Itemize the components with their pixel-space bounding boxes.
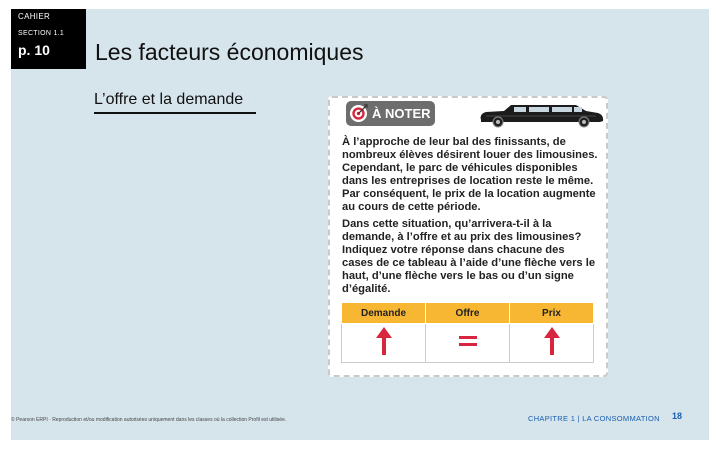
cahier-label: CAHIER (11, 9, 86, 25)
up-arrow-icon (376, 327, 392, 355)
chapter-label: CHAPITRE 1 | LA CONSOMMATION (528, 414, 660, 423)
subtitle: L’offre et la demande (94, 91, 244, 108)
page-number: 18 (672, 411, 683, 421)
a-noter-badge (346, 101, 435, 126)
equals-icon (459, 333, 477, 349)
answer-cell-demande[interactable] (342, 324, 426, 363)
scenario-paragraph: À l’approche de leur bal des finissants, de nombreux élèves désirent louer des limousines. Cependant, le parc de véhicules disponibles dans les entreprises de location reste le même. Par conséquent, le prix de la location augmente au cours de cette période. (342, 136, 598, 214)
subtitle-underline (94, 112, 256, 114)
header-prix: Prix (510, 303, 594, 324)
slide (11, 9, 709, 440)
header-offre: Offre (426, 303, 510, 324)
answer-cell-offre[interactable] (426, 324, 510, 363)
copyright-notice: © Pearson ERPI · Reproduction et/ou modification autorisées uniquement dans les classes où la collection Profil est utilisée. (11, 417, 287, 423)
page-reference: p. 10 (18, 42, 50, 58)
a-noter-label: À NOTER (372, 106, 431, 121)
section-box (11, 25, 86, 69)
card-text (342, 136, 598, 299)
answer-table (341, 302, 594, 363)
limousine-icon (476, 100, 606, 130)
question-paragraph: Dans cette situation, qu’arrivera-t-il à la demande, à l’offre et au prix des limousines? Indiquez votre réponse dans chacune des cases de ce tableau à l’aide d’une flèche vers le haut, d’une flèche vers le bas ou d’un signe d’égalité. (342, 217, 596, 296)
up-arrow-icon (544, 327, 560, 355)
page-title: Les facteurs économiques (95, 39, 364, 65)
note-card (328, 96, 608, 377)
header-demande: Demande (342, 303, 426, 324)
section-label: SECTION 1.1 (18, 30, 65, 37)
target-icon (349, 104, 368, 123)
answer-cell-prix[interactable] (510, 324, 594, 363)
